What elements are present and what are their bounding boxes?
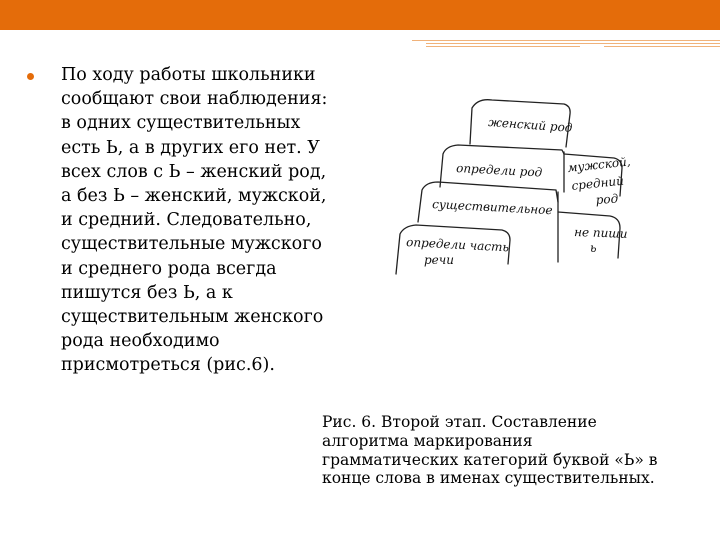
label-opredeli-chast: определи часть — [405, 235, 510, 255]
label-sushchestvitelnoe: существительное — [431, 197, 553, 218]
label-b: ь — [590, 241, 597, 255]
header-stripe — [426, 43, 720, 44]
figure-caption: Рис. 6. Второй этап. Составление алгоритма маркирования грамматических категорий буквой «Ь» в конце слова в именах существительных. — [322, 413, 658, 488]
label-opredeli-rod: определи род — [455, 161, 543, 180]
body-text: По ходу работы школьники сообщают свои наблюдения: в одних существительных есть Ь, а в других его нет. У всех слов с Ь – женский род, а без Ь – женский, мужской, и средний. Следовательно, существительные мужского и среднего рода всегда пишутся без Ь, а к существительным женского рода необходимо присмотреться (рис.6). — [61, 65, 328, 376]
bullet-point — [27, 73, 34, 80]
header-stripe — [604, 46, 720, 47]
header-bar — [0, 0, 720, 30]
label-rod: род — [595, 191, 619, 207]
label-zhenskiy-rod: женский род — [487, 115, 573, 135]
label-muzhskoy: мужской, — [566, 154, 632, 175]
label-sredniy: средний — [570, 173, 625, 193]
header-stripe — [412, 40, 720, 41]
header-stripe — [426, 46, 580, 47]
algorithm-diagram — [388, 92, 680, 282]
algorithm-figure — [388, 92, 680, 282]
label-ne-pishi: не пиши — [573, 225, 628, 241]
label-rechi: речи — [424, 253, 454, 267]
